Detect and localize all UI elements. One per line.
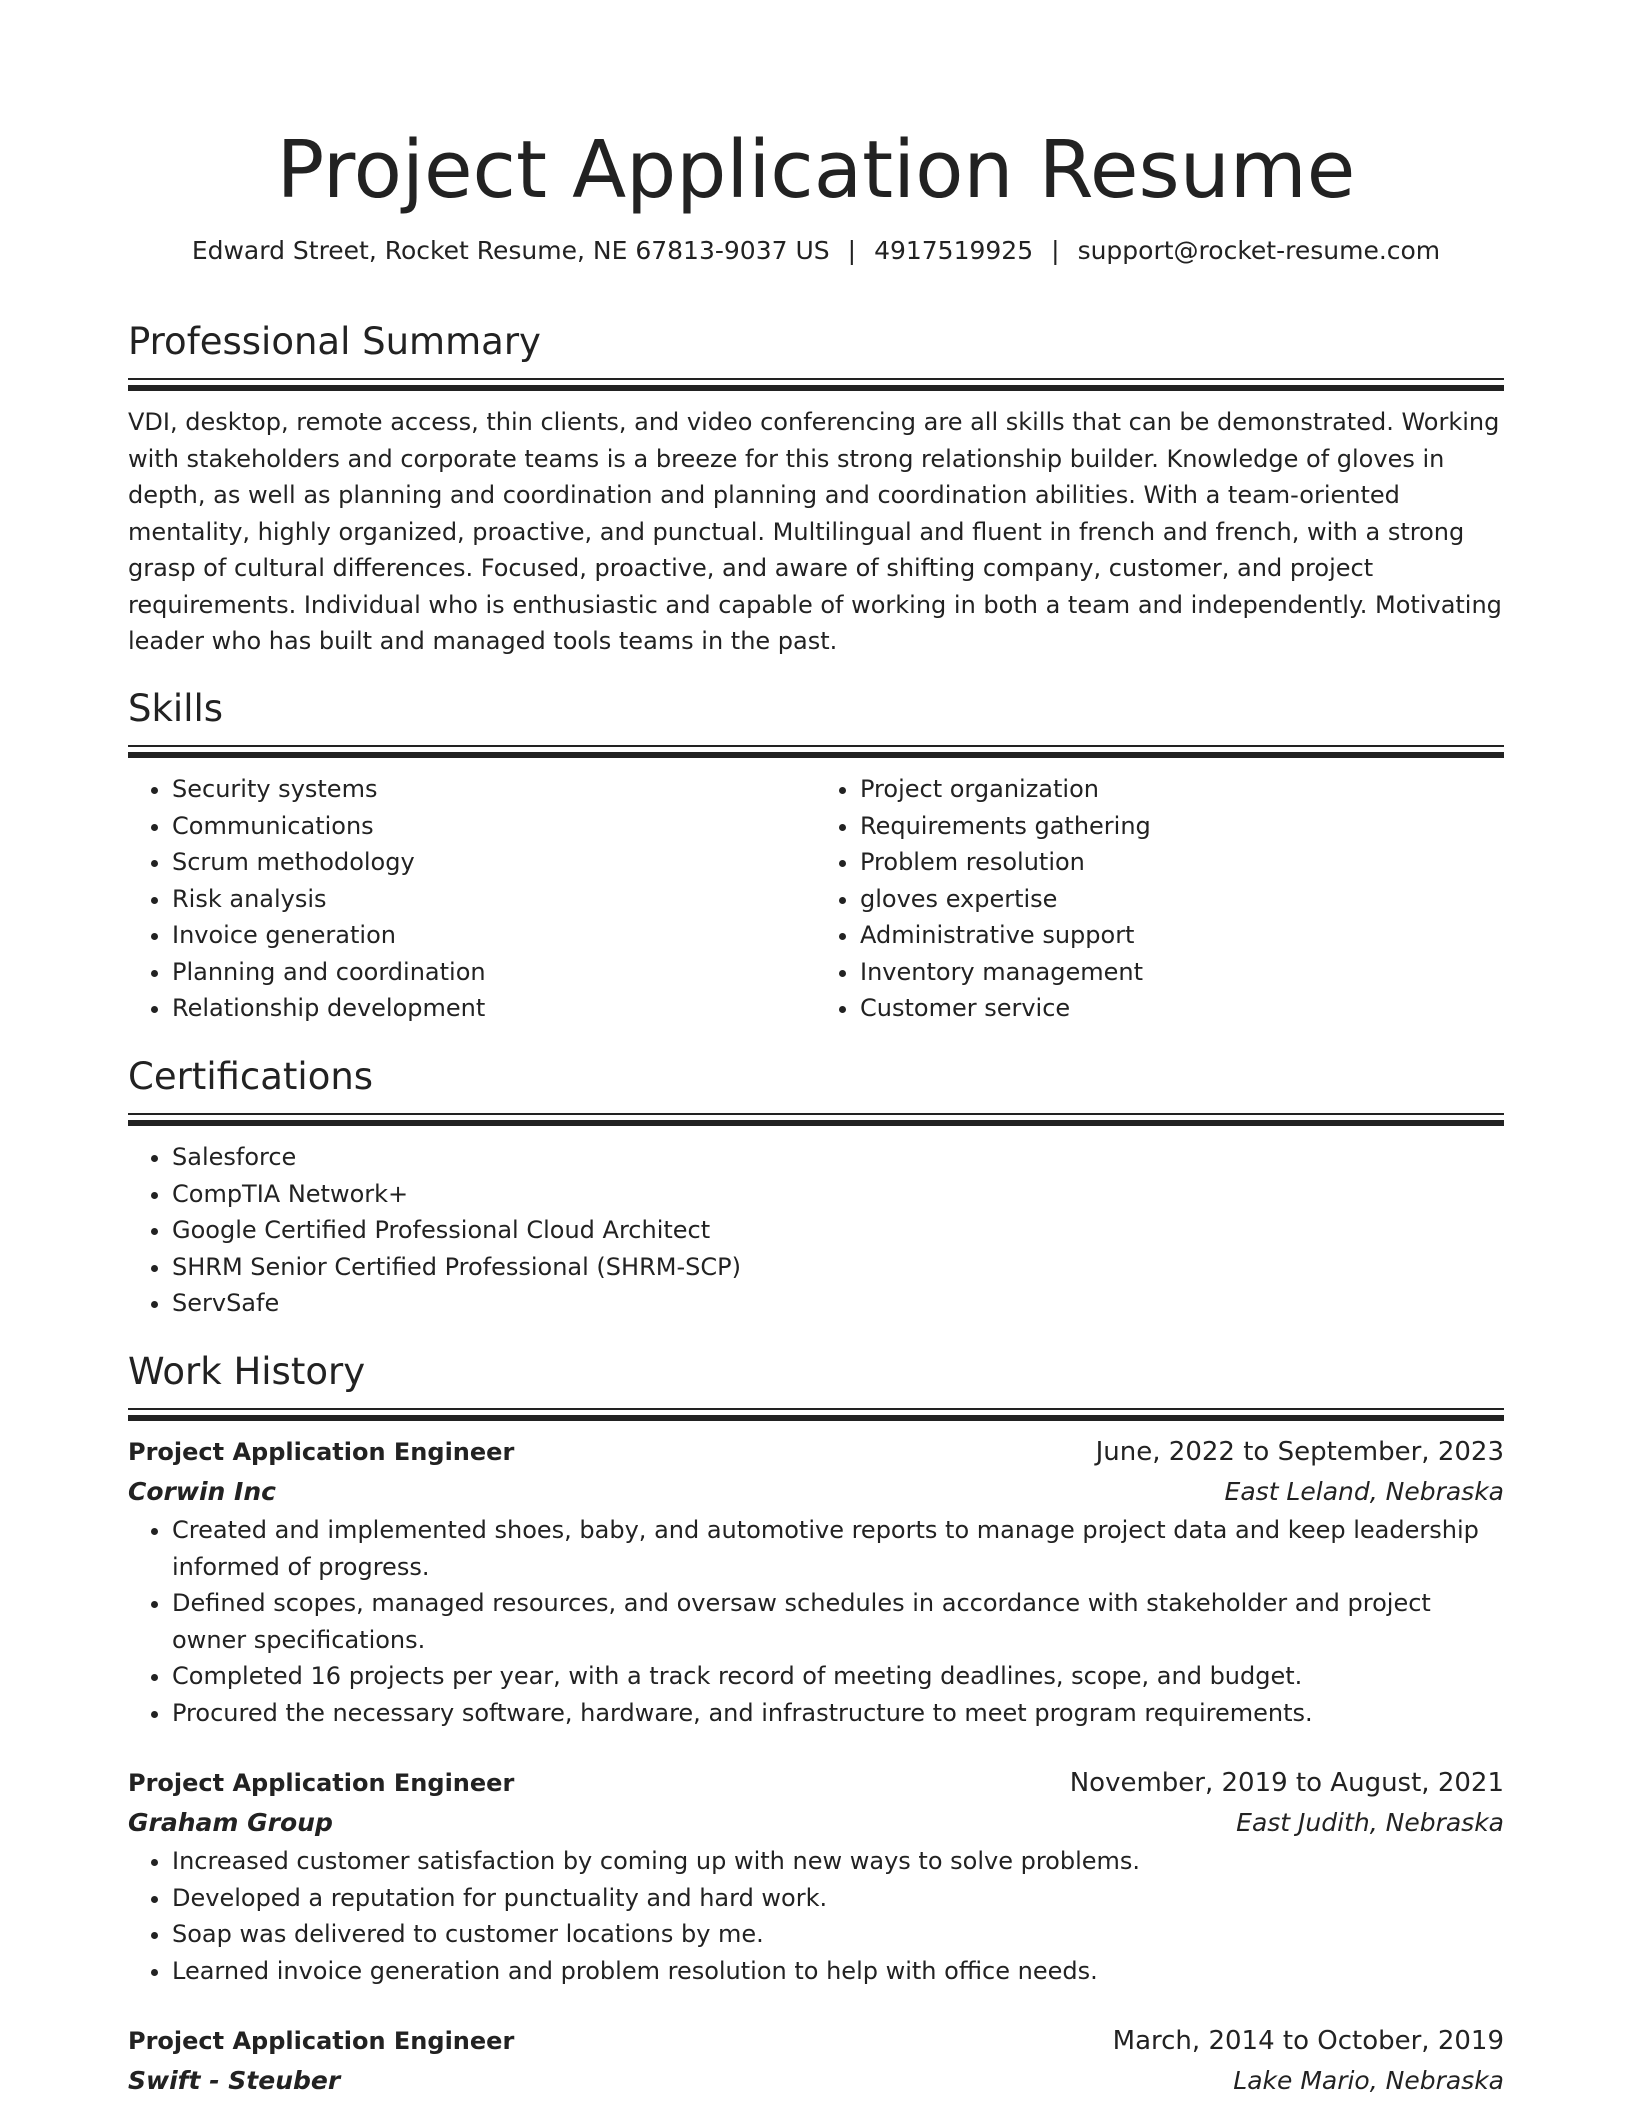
certifications-section xyxy=(128,1053,1504,1322)
job-dates: June, 2022 to September, 2023 xyxy=(1095,1437,1504,1467)
skills-columns xyxy=(128,771,1504,1027)
contact-line xyxy=(128,234,1504,268)
skills-section xyxy=(128,685,1504,1027)
skill-item: • Requirements gathering xyxy=(860,808,1504,845)
job-bullet: • Learned invoice generation and problem resolution to help with office needs. xyxy=(172,1953,1504,1990)
job-bullet: • Developed a reputation for punctuality and hard work. xyxy=(172,1880,1504,1917)
certification-item: • SHRM Senior Certified Professional (SHRM-SCP) xyxy=(172,1249,1504,1286)
work-history-section xyxy=(128,1348,1504,2101)
job-bullet: • Increased customer satisfaction by coming up with new ways to solve problems. xyxy=(172,1843,1504,1880)
job-bullet: • Procured the necessary software, hardware, and infrastructure to meet program requirements. xyxy=(172,1695,1504,1732)
skill-item: • Project organization xyxy=(860,771,1504,808)
certification-item: • ServSafe xyxy=(172,1285,1504,1322)
job-dates: November, 2019 to August, 2021 xyxy=(1069,1768,1504,1798)
section-divider xyxy=(128,745,1504,759)
contact-address: Edward Street, Rocket Resume, NE 67813-9037 US xyxy=(191,236,830,265)
contact-separator: | xyxy=(1051,236,1060,265)
skill-item: • Inventory management xyxy=(860,954,1504,991)
skill-item: • Invoice generation xyxy=(172,917,816,954)
job-company: Corwin Inc xyxy=(128,1477,276,1506)
certification-item: • Salesforce xyxy=(172,1139,1504,1176)
section-divider xyxy=(128,1408,1504,1422)
skill-item: • Communications xyxy=(172,808,816,845)
skills-column-left xyxy=(128,771,816,1027)
job-title: Project Application Engineer xyxy=(128,2027,515,2055)
contact-email: support@rocket-resume.com xyxy=(1077,236,1441,265)
skill-item: • Planning and coordination xyxy=(172,954,816,991)
skill-item: • Relationship development xyxy=(172,990,816,1027)
job-bullet: • Defined scopes, managed resources, and oversaw schedules in accordance with stakeholder and project owner specifications. xyxy=(172,1585,1504,1658)
skill-item: • Administrative support xyxy=(860,917,1504,954)
job-company: Swift - Steuber xyxy=(128,2066,341,2095)
certification-item: • Google Certified Professional Cloud Architect xyxy=(172,1212,1504,1249)
skill-item: • Scrum methodology xyxy=(172,844,816,881)
skills-column-right xyxy=(816,771,1504,1027)
job-bullet: • Completed 16 projects per year, with a track record of meeting deadlines, scope, and budget. xyxy=(172,1658,1504,1695)
skill-item: • gloves expertise xyxy=(860,881,1504,918)
resume-page xyxy=(128,0,1504,2095)
job-entry xyxy=(128,1763,1504,1989)
skill-item: • Security systems xyxy=(172,771,816,808)
job-location: East Leland, Nebraska xyxy=(1224,1477,1504,1506)
contact-separator: | xyxy=(847,236,857,265)
skill-item: • Risk analysis xyxy=(172,881,816,918)
job-entry xyxy=(128,2021,1504,2101)
skill-item: • Customer service xyxy=(860,990,1504,1027)
section-title-summary: Professional Summary xyxy=(128,320,541,363)
job-entry xyxy=(128,1432,1504,1731)
summary-section xyxy=(128,318,1504,660)
certification-item: • CompTIA Network+ xyxy=(172,1176,1504,1213)
job-title: Project Application Engineer xyxy=(128,1769,515,1797)
contact-phone: 4917519925 xyxy=(874,236,1034,265)
section-title-certifications: Certifications xyxy=(128,1055,374,1098)
section-title-work-history: Work History xyxy=(128,1350,366,1393)
job-location: East Judith, Nebraska xyxy=(1236,1808,1504,1837)
summary-text: VDI, desktop, remote access, thin clients, and video conferencing are all skills that can be demonstrated. Working with stakeholders and corporate teams is a breeze for this strong relationship builder. Knowledge of gloves in depth, as well as planning and coordination and planning and coordination abilities. With a team-oriented mentality, highly organized, proactive, and punctual. Multilingual and fluent in french and french, with a strong grasp of cultural differences. Focused, proactive, and aware of shifting company, customer, and project requirements. Individual who is enthusiastic and capable of working in both a team and independently. Motivating leader who has built and managed tools teams in the past. xyxy=(128,408,1502,655)
job-bullet: • Created and implemented shoes, baby, and automotive reports to manage project data and keep leadership informed of progress. xyxy=(172,1512,1504,1585)
skill-item: • Problem resolution xyxy=(860,844,1504,881)
section-divider xyxy=(128,1113,1504,1127)
section-title-skills: Skills xyxy=(128,687,224,730)
job-location: Lake Mario, Nebraska xyxy=(1233,2066,1504,2095)
job-bullet: • Soap was delivered to customer locations by me. xyxy=(172,1916,1504,1953)
job-company: Graham Group xyxy=(128,1808,333,1837)
job-dates: March, 2014 to October, 2019 xyxy=(1112,2026,1504,2056)
resume-name: Project Application Resume xyxy=(276,124,1356,216)
job-title: Project Application Engineer xyxy=(128,1438,515,1466)
section-divider xyxy=(128,378,1504,392)
